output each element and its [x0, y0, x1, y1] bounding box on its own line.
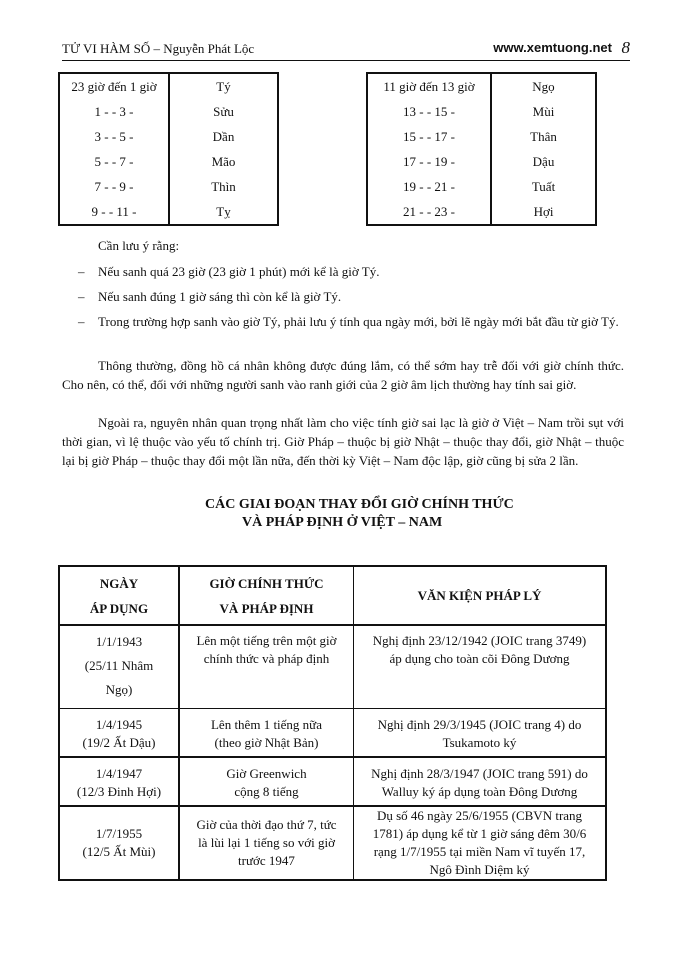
table-row	[59, 625, 606, 709]
cell-text: 1/1/1943	[95, 634, 143, 649]
notes-list	[78, 263, 624, 338]
list-item	[78, 288, 624, 305]
table-row	[367, 124, 596, 149]
table-row	[59, 806, 606, 880]
list-item	[78, 313, 624, 330]
cell-text: Giờ Greenwich	[226, 766, 307, 781]
hour-range: 13 - - 15 -	[367, 99, 491, 124]
document-cell	[354, 806, 607, 880]
cell-text: áp dụng cho toàn cõi Đông Dương	[389, 651, 570, 666]
table-row	[59, 99, 278, 124]
table-row	[367, 73, 596, 99]
header-date	[59, 566, 179, 625]
earthly-branch: Tuất	[531, 178, 556, 194]
header-text: VÀ PHÁP ĐỊNH	[219, 600, 314, 616]
hour-range: 1 - - 3 -	[59, 99, 169, 124]
document-cell	[354, 757, 607, 806]
time-cell	[179, 709, 354, 758]
date-cell	[59, 625, 179, 709]
dash-bullet: –	[78, 289, 85, 304]
time-cell	[179, 806, 354, 880]
hour-range: 19 - - 21 -	[367, 174, 491, 199]
table-row	[59, 709, 606, 758]
hour-range: 17 - - 19 -	[367, 149, 491, 174]
paragraph: Ngoài ra, nguyên nhân quan trọng nhất làm cho việc tính giờ sai lạc là giờ ở Việt – Nam trồi sụt với thời gian, vì lệ thuộc vào yếu tố chính trị. Giờ Pháp – thuộc bị giờ Nhật – thuộc thay đổi, giờ Nhật – thuộc lại bị giờ Pháp – thuộc thay đổi một lần nữa, đến thời kỳ Việt – Nam độc lập, giờ cũng bị sửa 2 lần.	[62, 415, 624, 468]
cell-text: Giờ của thời đạo thứ 7, tức	[196, 817, 337, 832]
cell-text: Tsukamoto ký	[442, 735, 517, 750]
list-item	[78, 263, 624, 280]
header-text: GIỜ CHÍNH THỨC	[209, 575, 324, 591]
earthly-branch: Dậu	[532, 153, 555, 169]
earthly-branch: Dần	[212, 128, 235, 144]
table-row	[367, 99, 596, 124]
list-item-text: Trong trường hợp sanh vào giờ Tý, phải lưu ý tính qua ngày mới, bởi lẽ ngày mới bắt đầu từ giờ Tý.	[98, 314, 619, 329]
table-row	[367, 199, 596, 225]
cell-text: Lên thêm 1 tiếng nữa	[210, 717, 322, 732]
header-legal-document	[354, 566, 607, 625]
page-number: 8	[621, 38, 630, 57]
cell-text: Ngọ)	[105, 682, 133, 697]
paragraph: Thông thường, đồng hồ cá nhân không được đúng lắm, có thể sớm hay trễ đối với giờ chính thức. Cho nên, có thể, đối với những người sanh vào ranh giới của 2 giờ âm lịch thường hay tính sai giờ.	[62, 358, 624, 392]
cell-text: là lùi lại 1 tiếng so với giờ	[198, 835, 335, 850]
hour-range: 15 - - 17 -	[367, 124, 491, 149]
header-official-time	[179, 566, 354, 625]
cell-text: Nghị định 23/12/1942 (JOIC trang 3749)	[372, 633, 587, 648]
earthly-branch: Thìn	[211, 178, 236, 194]
website-label: www.xemtuong.net	[493, 40, 612, 55]
hour-range: 23 giờ đến 1 giờ	[59, 73, 169, 99]
table-row	[59, 174, 278, 199]
page-header	[62, 38, 630, 61]
document-cell	[354, 709, 607, 758]
notes-intro: Cần lưu ý rằng:	[98, 238, 180, 253]
table-row	[367, 149, 596, 174]
cell-text: rạng 1/7/1955 tại miền Nam vĩ tuyến 17,	[373, 844, 586, 859]
list-item-text: Nếu sanh quá 23 giờ (23 giờ 1 phút) mới kể là giờ Tý.	[98, 264, 380, 279]
cell-text: Nghị định 29/3/1945 (JOIC trang 4) do	[377, 717, 582, 732]
cell-text: Dụ số 46 ngày 25/6/1955 (CBVN trang	[376, 808, 583, 823]
table-row	[59, 757, 606, 806]
hour-range: 21 - - 23 -	[367, 199, 491, 225]
cell-text: Ngô Đình Diệm ký	[429, 862, 530, 877]
cell-text: (12/3 Đinh Hợi)	[76, 784, 162, 799]
date-cell	[59, 709, 179, 758]
book-title: TỬ VI HÀM SỐ – Nguyễn Phát Lộc	[62, 41, 255, 56]
dash-bullet: –	[78, 264, 85, 279]
table-row	[59, 124, 278, 149]
table-row	[367, 174, 596, 199]
cell-text: trước 1947	[238, 853, 295, 868]
cell-text: Lên một tiếng trên một giờ	[196, 633, 337, 648]
hour-range: 9 - - 11 -	[59, 199, 169, 225]
hour-range: 5 - - 7 -	[59, 149, 169, 174]
cell-text: cộng 8 tiếng	[234, 784, 299, 799]
table-row	[59, 199, 278, 225]
earthly-branch: Thân	[530, 128, 557, 144]
earthly-branch: Tý	[216, 78, 231, 94]
list-item-text: Nếu sanh đúng 1 giờ sáng thì còn kể là giờ Tý.	[98, 289, 342, 304]
header-text: ÁP DỤNG	[89, 600, 149, 616]
cell-text: 1/4/1947	[95, 766, 143, 781]
earthly-branch: Hợi	[533, 203, 554, 219]
table-row	[59, 149, 278, 174]
date-cell	[59, 757, 179, 806]
hour-range: 7 - - 9 -	[59, 174, 169, 199]
earthly-branch: Ngọ	[532, 78, 555, 94]
cell-text: chính thức và pháp định	[203, 651, 330, 666]
table-header-row	[59, 566, 606, 625]
section-title-line-2: VÀ PHÁP ĐỊNH Ở VIỆT – NAM	[242, 515, 443, 530]
hour-range: 11 giờ đến 13 giờ	[367, 73, 491, 99]
hour-range: 3 - - 5 -	[59, 124, 169, 149]
earthly-branch: Sửu	[213, 103, 234, 119]
earthly-branch: Tỵ	[216, 203, 231, 219]
cell-text: 1/4/1945	[95, 717, 143, 732]
dash-bullet: –	[78, 314, 85, 329]
cell-text: (theo giờ Nhật Bản)	[214, 735, 319, 750]
timezone-history-table	[58, 565, 607, 881]
time-cell	[179, 625, 354, 709]
cell-text: 1/7/1955	[95, 826, 143, 841]
time-cell	[179, 757, 354, 806]
date-cell	[59, 806, 179, 880]
cell-text: (25/11 Nhâm	[84, 658, 154, 673]
cell-text: (12/5 Ất Mùi)	[82, 844, 156, 859]
hour-table-left	[58, 72, 279, 226]
hour-table-right	[366, 72, 597, 226]
earthly-branch: Mùi	[532, 103, 555, 119]
cell-text: Nghị định 28/3/1947 (JOIC trang 591) do	[371, 766, 588, 781]
header-text: VĂN KIỆN PHÁP LÝ	[417, 588, 542, 603]
cell-text: Walluy ký áp dụng toàn Đông Dương	[381, 784, 578, 799]
earthly-branch: Mão	[211, 153, 236, 169]
section-title-line-1: CÁC GIAI ĐOẠN THAY ĐỔI GIỜ CHÍNH THỨC	[205, 497, 514, 512]
table-row	[59, 73, 278, 99]
cell-text: (19/2 Ất Dậu)	[82, 735, 156, 750]
cell-text: 1781) áp dụng kể từ 1 giờ sáng đêm 30/6	[372, 826, 587, 841]
header-text: NGÀY	[99, 575, 139, 591]
document-cell	[354, 625, 607, 709]
